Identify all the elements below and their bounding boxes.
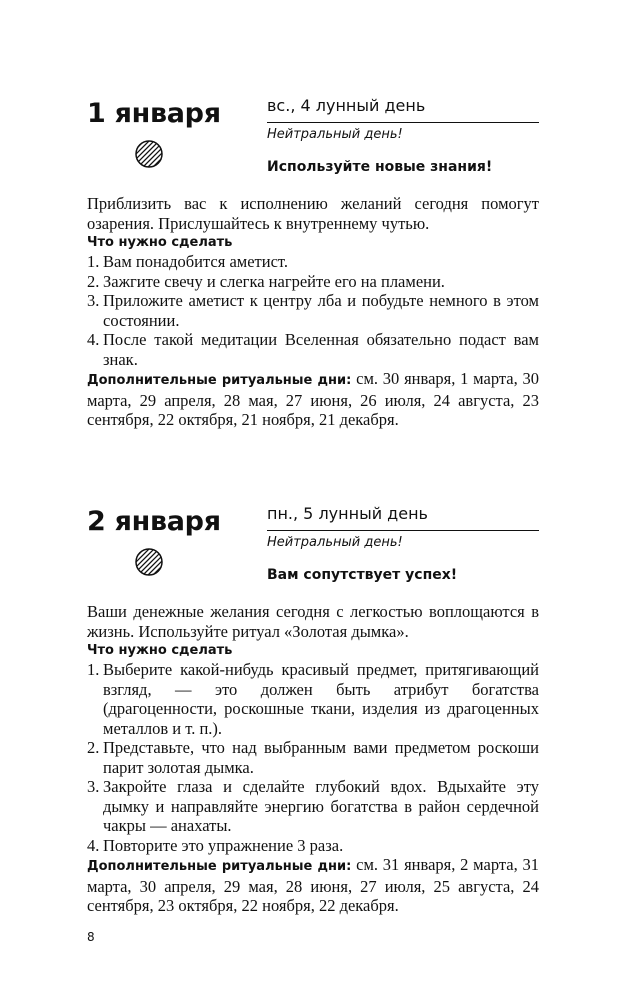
- lunar-day-info: пн., 5 лунный день: [267, 504, 539, 531]
- calendar-entry: [87, 504, 539, 916]
- intro-paragraph: Приблизить вас к исполнению желаний сегодня помогут озарения. Прислушайтесь к внутреннему чутью.: [87, 194, 539, 233]
- date-title: 2 января: [87, 506, 221, 537]
- list-item: [87, 660, 539, 738]
- day-info-column: [267, 504, 539, 583]
- day-type: Нейтральный день!: [267, 535, 403, 550]
- day-motto: Вам сопутствует успех!: [267, 567, 458, 583]
- calendar-entry: [87, 96, 539, 430]
- hatched-circle-icon: [135, 548, 163, 576]
- entry-body: [87, 602, 539, 916]
- entry-header: [87, 504, 539, 590]
- hatched-circle-icon: [135, 140, 163, 168]
- intro-paragraph: Ваши денежные желания сегодня с легкостью воплощаются в жизнь. Используйте ритуал «Золотая дымка».: [87, 602, 539, 641]
- extra-ritual-days-label: Дополнительные ритуальные дни:: [87, 859, 352, 874]
- extra-ritual-days-text: см. 31 января, 2 марта, 31 марта, 30 апреля, 29 мая, 28 июня, 27 июля, 25 августа, 24 сентября, 23 октября, 22 ноября, 22 декабря.: [87, 855, 540, 915]
- list-item: [87, 836, 539, 856]
- step-text: Вам понадобится аметист.: [103, 252, 288, 271]
- lunar-day-info: вс., 4 лунный день: [267, 96, 539, 123]
- section-title: Что нужно сделать: [87, 643, 233, 658]
- day-type: Нейтральный день!: [267, 127, 403, 142]
- step-text: После такой медитации Вселенная обязательно подаст вам знак.: [103, 330, 539, 369]
- extra-ritual-days: [87, 855, 539, 916]
- list-item: [87, 738, 539, 777]
- step-number: 1.: [87, 252, 100, 271]
- section-title: Что нужно сделать: [87, 235, 233, 250]
- step-number: 3.: [87, 291, 100, 310]
- step-number: 4.: [87, 835, 100, 855]
- entry-header: [87, 96, 539, 182]
- steps-list: [87, 660, 539, 855]
- step-text: Представьте, что над выбранным вами предметом роскоши парит золотая дымка.: [103, 738, 539, 777]
- step-number: 2.: [87, 271, 100, 291]
- step-text: Повторите это упражнение 3 раза.: [103, 835, 344, 855]
- step-number: 1.: [87, 660, 100, 679]
- step-number: 3.: [87, 777, 100, 796]
- step-number: 4.: [87, 330, 100, 349]
- step-number: 2.: [87, 738, 100, 757]
- list-item: [87, 777, 539, 836]
- extra-ritual-days-text: см. 30 января, 1 марта, 30 марта, 29 апреля, 28 мая, 27 июня, 26 июля, 24 августа, 23 сентября, 22 октября, 21 ноября, 21 декабря.: [87, 369, 540, 429]
- list-item: [87, 272, 539, 292]
- day-info-column: [267, 96, 539, 175]
- extra-ritual-days-label: Дополнительные ритуальные дни:: [87, 373, 352, 388]
- step-text: Приложите аметист к центру лба и побудьте немного в этом состоянии.: [103, 291, 539, 330]
- step-text: Закройте глаза и сделайте глубокий вдох. Вдыхайте эту дымку и направляйте энергию богатства в район сердечной чакры — анахаты.: [103, 777, 539, 835]
- steps-list: [87, 252, 539, 369]
- list-item: [87, 252, 539, 272]
- extra-ritual-days: [87, 369, 539, 430]
- date-title: 1 января: [87, 98, 221, 129]
- list-item: [87, 330, 539, 369]
- step-text: Выберите какой-нибудь красивый предмет, притягивающий взгляд, — это должен быть атрибут богатства (драгоценности, роскошные ткани, изделия из драгоценных металлов и т. п.).: [103, 660, 539, 738]
- day-motto: Используйте новые знания!: [267, 159, 493, 175]
- page-number: 8: [87, 930, 95, 944]
- list-item: [87, 291, 539, 330]
- entry-body: [87, 194, 539, 430]
- step-text: Зажгите свечу и слегка нагрейте его на пламени.: [103, 271, 445, 291]
